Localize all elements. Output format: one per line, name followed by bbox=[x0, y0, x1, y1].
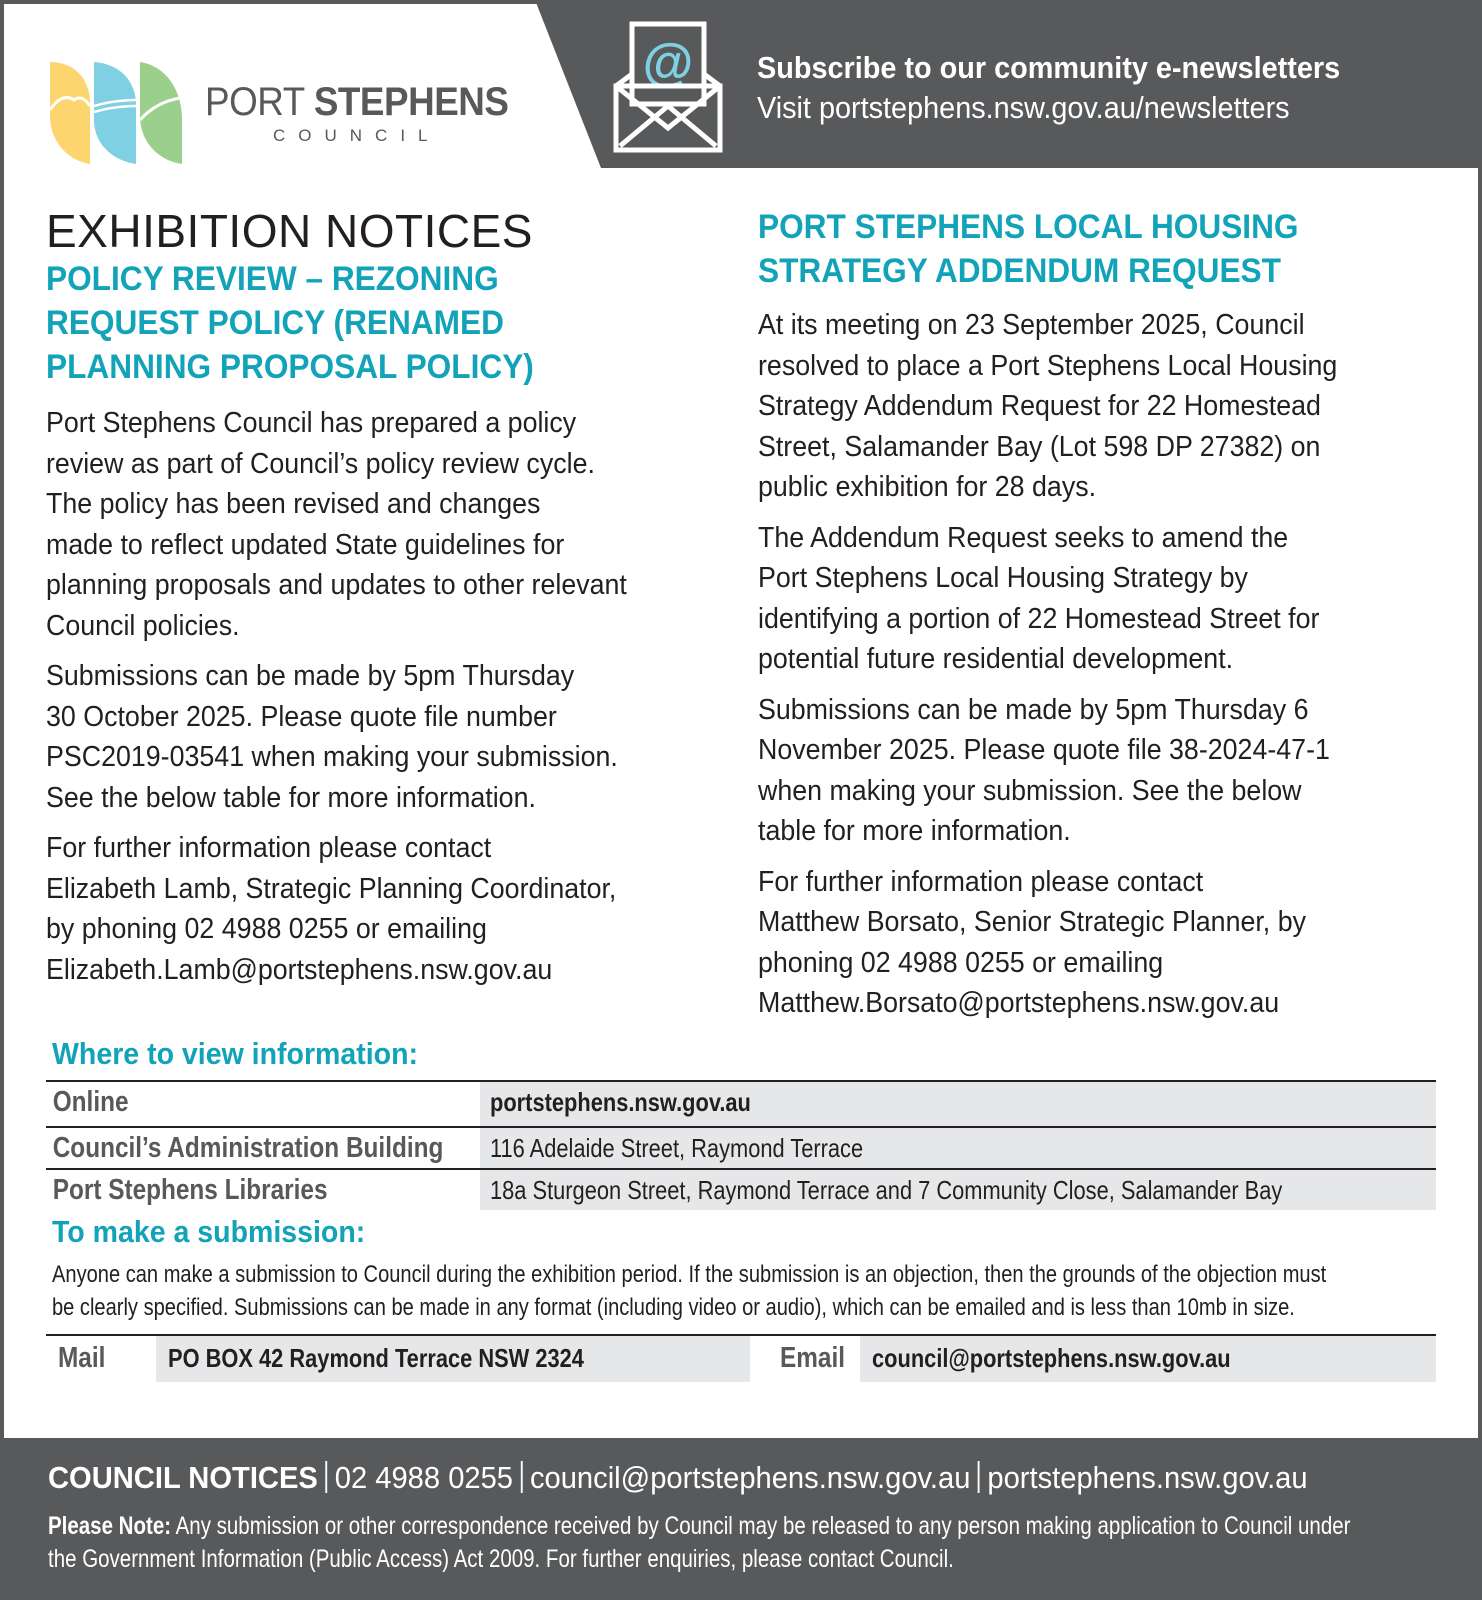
footer-contact-line bbox=[48, 1458, 1308, 1498]
text-line: Street, Salamander Bay (Lot 598 DP 27382) on bbox=[758, 430, 1321, 463]
website-link[interactable] bbox=[480, 1082, 1436, 1126]
text-line: potential future residential development. bbox=[758, 643, 1234, 675]
where-to-view-table bbox=[46, 1080, 1436, 1210]
text-line: resolved to place a Port Stephens Local Housing bbox=[758, 349, 1338, 382]
table-row bbox=[46, 1126, 1436, 1168]
paragraph-submissions bbox=[758, 690, 1458, 852]
text-line: Elizabeth Lamb, Strategic Planning Coordinator, bbox=[46, 872, 617, 905]
text-line: Anyone can make a submission to Council during the exhibition period. If the submission is an objection, then the grounds of the objection must bbox=[52, 1261, 1327, 1288]
row-label: Online bbox=[52, 1086, 129, 1118]
footer-title: COUNCIL NOTICES bbox=[48, 1460, 318, 1495]
divider bbox=[325, 1461, 327, 1493]
submission-contact-row bbox=[46, 1334, 1436, 1384]
text-line: See the below table for more information. bbox=[46, 781, 536, 814]
port-stephens-logo-icon bbox=[48, 60, 184, 166]
submission-heading: To make a submission: bbox=[52, 1214, 366, 1249]
policy-review-notice bbox=[46, 205, 726, 990]
footer-phone[interactable]: 02 4988 0255 bbox=[334, 1460, 514, 1495]
row-value-cell bbox=[480, 1128, 1436, 1168]
mail-label-text: Mail bbox=[58, 1342, 106, 1374]
paragraph-contact bbox=[46, 828, 726, 990]
text-line: Port Stephens Council has prepared a policy bbox=[46, 407, 577, 439]
heading-line: PLANNING PROPOSAL POLICY) bbox=[46, 348, 534, 386]
footer-note bbox=[48, 1510, 1482, 1576]
text-line: by phoning 02 4988 0255 or emailing bbox=[46, 913, 487, 945]
email-label-text: Email bbox=[780, 1342, 845, 1374]
footer-email-link[interactable]: council@portstephens.nsw.gov.au bbox=[529, 1460, 971, 1495]
text-line: At its meeting on 23 September 2025, Council bbox=[758, 309, 1305, 341]
note-label: Please Note: bbox=[48, 1512, 172, 1540]
note-text: the Government Information (Public Access) Act 2009. For further enquiries, please contact Council. bbox=[48, 1545, 954, 1573]
text-line: phoning 02 4988 0255 or emailing bbox=[758, 946, 1164, 979]
email-link-text: council@portstephens.nsw.gov.au bbox=[872, 1343, 1231, 1373]
table-row bbox=[46, 1080, 1436, 1126]
text-line: be clearly specified. Submissions can be made in any format (including video or audio), which can be emailed and is less than 10mb in size. bbox=[52, 1294, 1295, 1321]
row-label: Port Stephens Libraries bbox=[52, 1174, 328, 1206]
divider bbox=[978, 1461, 980, 1493]
email-link[interactable] bbox=[860, 1336, 1436, 1382]
mail-address bbox=[156, 1336, 750, 1382]
paragraph-submissions bbox=[46, 656, 726, 818]
mail-address-text: PO BOX 42 Raymond Terrace NSW 2324 bbox=[168, 1343, 584, 1373]
text-line: Matthew Borsato, Senior Strategic Planner, by bbox=[758, 906, 1307, 938]
row-value: 18a Sturgeon Street, Raymond Terrace and 7 Community Close, Salamander Bay bbox=[490, 1175, 1283, 1205]
mail-label bbox=[46, 1336, 156, 1384]
page-title: EXHIBITION NOTICES bbox=[46, 205, 533, 257]
newsletter-link[interactable]: Visit portstephens.nsw.gov.au/newsletters bbox=[757, 90, 1290, 125]
text-line: Submissions can be made by 5pm Thursday 6 bbox=[758, 693, 1309, 726]
housing-strategy-notice bbox=[758, 205, 1458, 1024]
text-line: Submissions can be made by 5pm Thursday bbox=[46, 660, 575, 692]
paragraph-purpose bbox=[758, 518, 1458, 680]
logo-name-bold: STEPHENS bbox=[313, 80, 509, 124]
text-line: November 2025. Please quote file 38-2024-47-1 bbox=[758, 734, 1330, 766]
newsletter-title: Subscribe to our community e-newsletters bbox=[757, 50, 1341, 85]
text-line: For further information please contact bbox=[758, 865, 1204, 898]
logo-wordmark bbox=[205, 80, 535, 146]
footer bbox=[0, 1438, 1482, 1600]
text-line: For further information please contact bbox=[46, 832, 492, 864]
heading-line: STRATEGY ADDENDUM REQUEST bbox=[758, 252, 1281, 290]
text-line: public exhibition for 28 days. bbox=[758, 471, 1097, 503]
row-value-cell bbox=[480, 1170, 1436, 1210]
row-value: 116 Adelaide Street, Raymond Terrace bbox=[490, 1133, 864, 1163]
envelope-at-icon bbox=[612, 20, 724, 154]
text-line: review as part of Council’s policy review cycle. bbox=[46, 447, 595, 480]
text-line: planning proposals and updates to other relevant bbox=[46, 569, 627, 601]
text-line: made to reflect updated State guidelines for bbox=[46, 528, 565, 561]
text-line: table for more information. bbox=[758, 815, 1071, 847]
heading-line: POLICY REVIEW – REZONING bbox=[46, 260, 499, 298]
text-line: Port Stephens Local Housing Strategy by bbox=[758, 562, 1248, 594]
text-line: The Addendum Request seeks to amend the bbox=[758, 521, 1289, 554]
table-row bbox=[46, 1168, 1436, 1210]
paragraph-intro bbox=[758, 305, 1458, 508]
heading-line: REQUEST POLICY (RENAMED bbox=[46, 304, 504, 342]
paragraph-intro bbox=[46, 403, 726, 646]
text-line: when making your submission. See the below bbox=[758, 774, 1302, 807]
text-line: The policy has been revised and changes bbox=[46, 488, 541, 520]
text-line: Strategy Addendum Request for 22 Homestead bbox=[758, 390, 1321, 422]
row-label: Council’s Administration Building bbox=[52, 1132, 444, 1164]
text-line: Council policies. bbox=[46, 609, 240, 642]
note-text: Any submission or other correspondence received by Council may be released to any person making application to Council under bbox=[171, 1512, 1351, 1540]
notice-heading bbox=[46, 257, 726, 389]
text-line: PSC2019-03541 when making your submission. bbox=[46, 741, 618, 773]
svg-text:@: @ bbox=[642, 34, 694, 92]
newsletter-callout bbox=[757, 48, 1384, 128]
divider bbox=[521, 1461, 523, 1493]
contact-email-link[interactable]: Elizabeth.Lamb@portstephens.nsw.gov.au bbox=[46, 953, 553, 986]
where-to-view-heading: Where to view information: bbox=[52, 1036, 419, 1071]
heading-line: PORT STEPHENS LOCAL HOUSING bbox=[758, 208, 1299, 246]
footer-website-link[interactable]: portstephens.nsw.gov.au bbox=[987, 1460, 1308, 1495]
logo-name-light: PORT bbox=[205, 80, 314, 124]
email-label bbox=[750, 1336, 860, 1384]
contact-email-link[interactable]: Matthew.Borsato@portstephens.nsw.gov.au bbox=[758, 987, 1280, 1019]
text-line: 30 October 2025. Please quote file number bbox=[46, 700, 557, 733]
notice-heading bbox=[758, 205, 1458, 293]
text-line: identifying a portion of 22 Homestead Street for bbox=[758, 602, 1320, 635]
logo-subtitle: COUNCIL bbox=[273, 126, 441, 145]
row-value: portstephens.nsw.gov.au bbox=[490, 1087, 751, 1117]
paragraph-contact bbox=[758, 862, 1458, 1024]
submission-text bbox=[52, 1258, 1452, 1324]
